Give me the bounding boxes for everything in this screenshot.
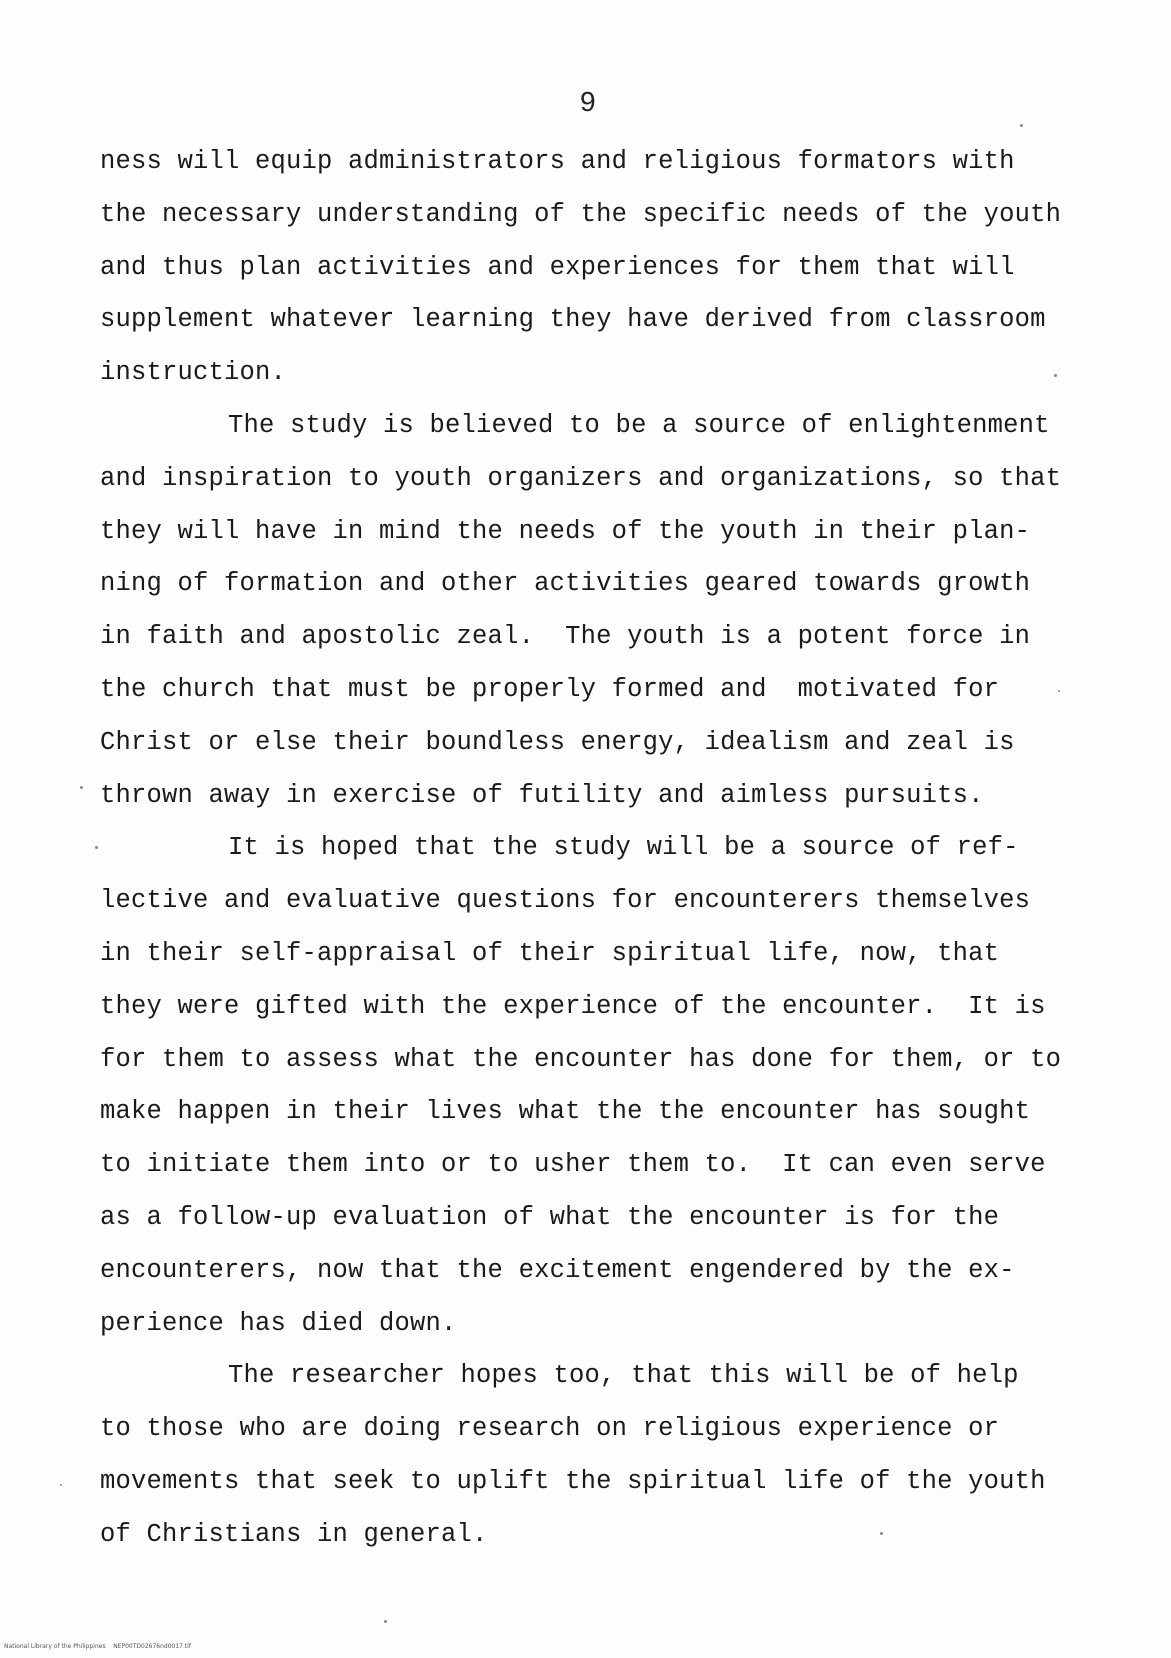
- scan-speck: [95, 846, 98, 849]
- scan-speck: [384, 1620, 387, 1623]
- text-line: make happen in their lives what the the encounter has sought: [100, 1097, 1031, 1127]
- scan-speck: [880, 1532, 883, 1535]
- text-line: the church that must be properly formed and motivated for: [100, 674, 1000, 704]
- text-line: they will have in mind the needs of the youth in their plan-: [100, 516, 1031, 546]
- paragraph-start-line: It is hoped that the study will be a source of ref-: [228, 833, 1019, 863]
- body-text: [100, 136, 1090, 1562]
- text-line: and thus plan activities and experiences for them that will: [100, 252, 1015, 282]
- scan-speck: [60, 1484, 62, 1486]
- text-line: to initiate them into or to usher them to. It can even serve: [100, 1150, 1046, 1180]
- text-line: encounterers, now that the excitement engendered by the ex-: [100, 1255, 1015, 1285]
- text-line: for them to assess what the encounter has done for them, or to: [100, 1044, 1062, 1074]
- text-line: and inspiration to youth organizers and organizations, so that: [100, 463, 1062, 493]
- page-number: 9: [580, 86, 596, 117]
- text-line: lective and evaluative questions for encounterers themselves: [100, 886, 1031, 916]
- text-line: the necessary understanding of the specific needs of the youth: [100, 199, 1062, 229]
- text-line: to those who are doing research on religious experience or: [100, 1414, 1000, 1444]
- text-line: movements that seek to uplift the spiritual life of the youth: [100, 1466, 1046, 1496]
- text-line: as a follow-up evaluation of what the encounter is for the: [100, 1202, 1000, 1232]
- paragraph-start-line: The researcher hopes too, that this will be of help: [228, 1361, 1019, 1391]
- scan-speck: [1058, 690, 1060, 692]
- text-line: thrown away in exercise of futility and aimless pursuits.: [100, 780, 984, 810]
- scan-speck: [1020, 124, 1023, 127]
- text-line: they were gifted with the experience of the encounter. It is: [100, 991, 1046, 1021]
- text-line: ning of formation and other activities geared towards growth: [100, 569, 1031, 599]
- text-line: perience has died down.: [100, 1308, 457, 1338]
- paragraph-start-line: The study is believed to be a source of enlightenment: [228, 410, 1050, 440]
- text-line: of Christians in general.: [100, 1519, 488, 1549]
- text-line: Christ or else their boundless energy, idealism and zeal is: [100, 727, 1015, 757]
- text-line: in their self-appraisal of their spiritual life, now, that: [100, 938, 1000, 968]
- text-line: in faith and apostolic zeal. The youth is a potent force in: [100, 622, 1031, 652]
- text-line: ness will equip administrators and religious formators with: [100, 147, 1015, 176]
- scan-footer-note: National Library of the Philippines NEP00TD02676nd0017.tif: [4, 1643, 192, 1650]
- text-line: supplement whatever learning they have derived from classroom: [100, 305, 1046, 335]
- scan-speck: [1054, 374, 1057, 377]
- text-line: instruction.: [100, 358, 287, 388]
- scan-speck: [80, 786, 83, 789]
